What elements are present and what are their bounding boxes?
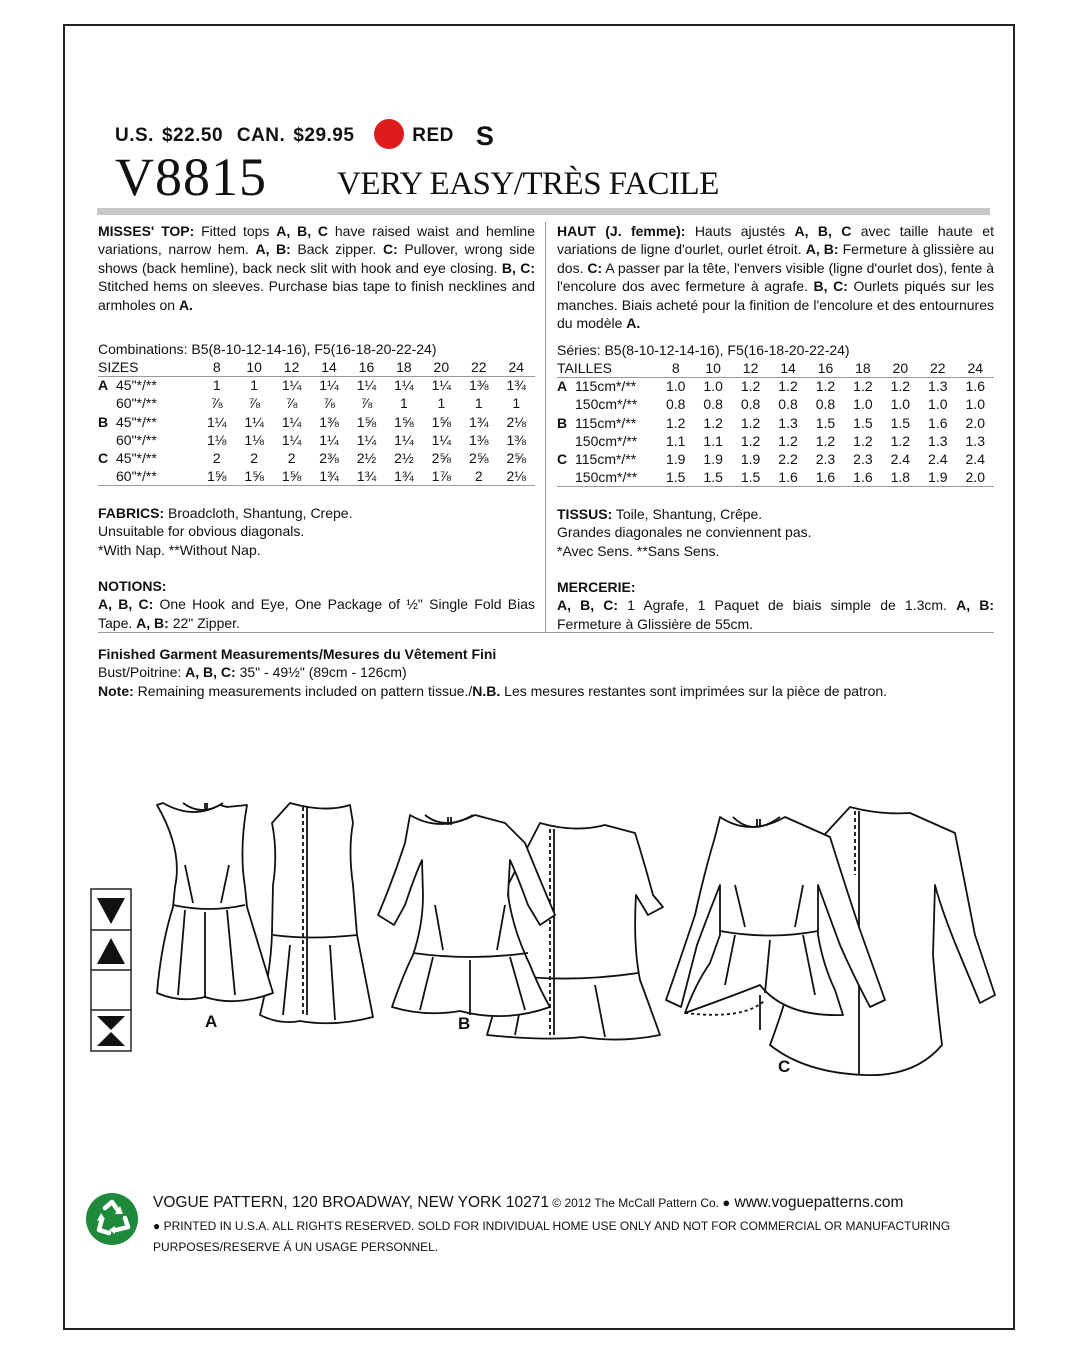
size-header: 10 — [705, 360, 721, 376]
yardage-cell: 2 — [474, 468, 483, 485]
yardage-cell: 2.0 — [965, 414, 985, 431]
yardage-cell: 1⅝ — [394, 413, 414, 430]
size-header: 18 — [396, 359, 412, 375]
en-fabrics-label: FABRICS: — [98, 505, 165, 521]
yardage-cell: 1.2 — [665, 414, 686, 431]
yardage-cell: 2.3 — [853, 451, 873, 468]
width-cell: 45"*/** — [116, 377, 157, 394]
view-cell: A — [98, 377, 109, 394]
table-row — [98, 431, 535, 449]
size-header: 14 — [321, 359, 337, 375]
yardage-cell: 1.8 — [890, 469, 911, 486]
size-header: 16 — [817, 360, 834, 376]
size-header: 8 — [671, 360, 680, 376]
fr-desc-views: B, C: — [813, 278, 848, 295]
view-a-back — [260, 803, 373, 1023]
yardage-cell: 2.0 — [965, 469, 985, 486]
yardage-cell: 1 — [250, 377, 259, 394]
table-row — [557, 395, 994, 413]
width-cell: 150cm*/** — [575, 396, 638, 413]
fr-desc-views: C: — [587, 259, 603, 276]
width-cell: 60"*/** — [116, 468, 157, 485]
footer-bullet: ● — [722, 1195, 731, 1210]
size-header: 12 — [742, 360, 759, 376]
yardage-cell: 1.2 — [740, 432, 761, 449]
view-a-label: A — [205, 1012, 218, 1031]
table-row — [98, 449, 535, 467]
footer-website[interactable]: www.voguepatterns.com — [730, 1194, 904, 1211]
sizes-label: TAILLES — [557, 360, 612, 376]
en-yardage-table — [98, 358, 535, 485]
table-row — [557, 414, 994, 432]
yardage-cell: 1¼ — [281, 377, 302, 394]
yardage-cell: 2.4 — [890, 451, 911, 468]
fr-yardage-table — [557, 359, 994, 486]
pattern-number: V8815 — [115, 147, 267, 207]
yardage-cell: 0.8 — [815, 396, 836, 413]
yardage-cell: ⅞ — [285, 395, 298, 412]
size-header: 16 — [358, 359, 375, 375]
size-header: 20 — [892, 360, 909, 376]
size-header: 22 — [470, 359, 487, 375]
en-combinations: Combinations: B5(8-10-12-14-16), F5(16-18-20-22-24) — [98, 341, 437, 357]
yardage-cell: 0.8 — [740, 396, 761, 413]
yardage-cell: 1 — [474, 395, 483, 412]
sizes-label: SIZES — [98, 359, 139, 375]
bust-views: A, B, C: — [185, 664, 236, 681]
fr-notions — [557, 578, 994, 633]
en-notions-views: A, B, C: — [98, 596, 154, 613]
garment-illustrations — [85, 745, 1005, 1095]
size-letter: S — [475, 121, 495, 151]
en-desc-label: MISSES' TOP: — [98, 223, 195, 239]
yardage-cell: 1¼ — [319, 431, 339, 448]
yardage-cell: 1 — [212, 377, 221, 394]
en-notions-label: NOTIONS: — [98, 578, 167, 594]
yardage-cell: 1.2 — [853, 432, 873, 449]
fr-combinations: Séries: B5(8-10-12-14-16), F5(16-18-20-22-24) — [557, 342, 850, 358]
yardage-cell: 1.6 — [928, 414, 948, 431]
fr-fabrics-text: Toile, Shantung, Crêpe. — [612, 506, 763, 522]
yardage-cell: 1¼ — [319, 377, 339, 394]
fr-notions-label: MERCERIE: — [557, 579, 636, 595]
yardage-cell: 1⅜ — [469, 431, 489, 448]
table-row — [98, 413, 535, 431]
yardage-cell: 1⅝ — [281, 468, 302, 485]
yardage-cell: 1.0 — [890, 396, 911, 413]
en-description — [98, 222, 535, 314]
view-cell: B — [557, 414, 568, 431]
view-cell — [98, 431, 116, 449]
yardage-cell: 1.9 — [928, 469, 948, 486]
table-header-row — [98, 358, 535, 376]
footer-address — [153, 1194, 903, 1212]
yardage-cell: 1.3 — [965, 432, 985, 449]
table-row — [557, 432, 994, 450]
yardage-cell: 0.8 — [703, 396, 723, 413]
us-price: $22.50 — [161, 125, 224, 146]
view-cell: C — [98, 450, 109, 467]
measurements-title: Finished Garment Measurements/Mesures du Vêtement Fini — [98, 646, 497, 662]
yardage-cell: 1.3 — [928, 432, 948, 449]
table-row — [98, 394, 535, 412]
fr-fabrics-note: Grandes diagonales ne conviennent pas. — [557, 524, 812, 541]
yardage-cell: 1.0 — [853, 396, 873, 413]
table-row — [557, 377, 994, 395]
size-header: 18 — [855, 360, 871, 376]
can-price: $29.95 — [293, 125, 355, 146]
en-desc-views: A, B: — [255, 241, 291, 258]
yardage-cell: 1.2 — [853, 378, 873, 395]
yardage-cell: 1.9 — [740, 451, 761, 468]
footer-copyright: © 2012 The McCall Pattern Co. — [548, 1196, 723, 1210]
size-header: 24 — [967, 360, 984, 376]
yardage-cell: 1.9 — [703, 451, 723, 468]
us-label: U.S. — [115, 125, 154, 146]
fr-desc-text: Hauts ajustés — [685, 223, 795, 239]
bust-value: 35" - 49½" (89cm - 126cm) — [235, 664, 407, 681]
size-header: 8 — [212, 359, 221, 375]
width-cell: 45"*/** — [116, 413, 157, 430]
en-fabrics-text: Broadcloth, Shantung, Crepe. — [164, 505, 353, 521]
yardage-cell: ⅞ — [323, 395, 335, 412]
yardage-cell: 1.2 — [890, 432, 911, 449]
view-cell: C — [557, 451, 568, 468]
fr-notions-text: Fermeture à Glissière de 55cm. — [557, 615, 754, 632]
yardage-cell: 1.5 — [703, 469, 723, 486]
en-desc-views: B, C: — [501, 259, 535, 276]
fr-desc-text: avec taille haute et variations de ligne d'ourlet, ourlet étroit. — [557, 223, 994, 258]
yardage-cell: 1.6 — [815, 469, 836, 486]
yardage-cell: 1.2 — [740, 378, 761, 395]
note-label: Note: — [98, 682, 134, 699]
table-row — [557, 468, 994, 486]
en-notions-text: 22" Zipper. — [168, 614, 240, 631]
yardage-cell: 1.9 — [665, 451, 686, 468]
yardage-cell: 1.1 — [665, 432, 686, 449]
nb-text: Les mesures restantes sont imprimées sur la pièce de patron. — [500, 682, 888, 699]
yardage-cell: 1⅝ — [206, 468, 227, 485]
yardage-cell: 1.0 — [965, 396, 985, 413]
yardage-cell: 2⅝ — [431, 450, 452, 467]
en-notions-views: A, B: — [136, 614, 169, 631]
width-cell: 115cm*/** — [575, 451, 637, 468]
yardage-cell: 1¼ — [431, 431, 452, 448]
yardage-cell: 1¼ — [281, 413, 302, 430]
yardage-cell: 1 — [512, 395, 521, 412]
en-desc-views: A. — [178, 296, 193, 313]
width-cell: 115cm*/** — [575, 378, 637, 395]
yardage-cell: ⅞ — [210, 395, 223, 412]
yardage-cell: 1.5 — [853, 414, 873, 431]
yardage-cell: 1.5 — [890, 414, 911, 431]
yardage-cell: 1¾ — [319, 468, 339, 485]
yardage-cell: 2⅝ — [469, 450, 489, 467]
fine-print-text: PRINTED IN U.S.A. ALL RIGHTS RESERVED. SOLD FOR INDIVIDUAL HOME USE ONLY AND NOT FOR COMMERCIAL OR MANUFACTURING PURPOSES/RESERVE Á UN USAGE PERSONNEL. — [153, 1219, 951, 1254]
yardage-cell: 1⅜ — [319, 413, 339, 430]
yardage-cell: ⅞ — [360, 395, 373, 412]
yardage-cell: 1.0 — [665, 378, 686, 395]
yardage-cell: 2.3 — [815, 451, 836, 468]
en-notions-text: One Hook and Eye, One Package of ½" Single Fold Bias Tape. — [98, 596, 535, 631]
yardage-cell: 1¾ — [394, 468, 414, 485]
en-desc-views: A, B, C — [276, 223, 329, 239]
yardage-cell: 1.6 — [778, 469, 798, 486]
yardage-cell: 1.1 — [703, 432, 723, 449]
yardage-cell: 1.0 — [928, 396, 948, 413]
yardage-cell: 1⅜ — [506, 431, 526, 448]
width-cell: 115cm*/** — [575, 414, 637, 431]
fr-desc-text: A passer par la tête, l'envers visible (ligne d'ourlet dos), fente à l'encolure dos avec fermeture à agrafe. — [557, 259, 995, 295]
view-cell — [557, 432, 575, 450]
yardage-cell: 1.6 — [853, 469, 873, 486]
yardage-cell: 2⅜ — [319, 450, 339, 467]
yardage-cell: 1⅞ — [431, 468, 452, 485]
yardage-cell: 1¼ — [431, 377, 452, 394]
fr-fabrics-label: TISSUS: — [557, 506, 613, 522]
yardage-cell: 1⅝ — [356, 413, 377, 430]
yardage-cell: 1¼ — [206, 413, 227, 430]
fr-notions-text: 1 Agrafe, 1 Paquet de biais simple de 1.3cm. — [618, 597, 957, 614]
view-a-front — [157, 803, 273, 1001]
yardage-cell: 1¼ — [394, 377, 414, 394]
fr-desc-views: A. — [626, 315, 641, 332]
column-divider — [545, 222, 546, 632]
yardage-cell: 1¾ — [469, 413, 489, 430]
view-cell — [98, 467, 116, 485]
en-desc-text: Back zipper. — [290, 241, 383, 258]
yardage-cell: 1.5 — [740, 469, 761, 486]
en-desc-text: have raised waist and hemline variations, narrow hem. — [98, 223, 535, 258]
yardage-cell: 0.8 — [665, 396, 686, 413]
yardage-cell: 2.4 — [928, 451, 948, 468]
size-header: 22 — [929, 360, 946, 376]
size-header: 10 — [246, 359, 262, 375]
yardage-cell: 1¾ — [356, 468, 377, 485]
yardage-cell: 1¾ — [506, 377, 526, 394]
fr-table-rule — [557, 377, 994, 378]
yardage-cell: 1⅝ — [431, 413, 452, 430]
yardage-cell: 2⅛ — [506, 413, 526, 430]
fr-nap-note: *Avec Sens. **Sans Sens. — [557, 542, 720, 559]
en-desc-text: Stitched hems on sleeves. Purchase bias tape to finish necklines and armholes on — [98, 278, 535, 313]
fr-desc-text: Ourlets piqués sur les manches. Biais acheté pour la finition de l'encolure et des entournures du modèle — [557, 278, 994, 332]
view-cell: B — [98, 413, 109, 430]
en-notions — [98, 577, 535, 632]
footer-fine-print — [153, 1216, 1003, 1258]
view-cell — [98, 394, 116, 412]
color-label: RED — [412, 125, 454, 146]
yardage-cell: 1.5 — [665, 469, 686, 486]
width-cell: 60"*/** — [116, 431, 157, 448]
width-cell: 45"*/** — [116, 450, 157, 467]
yardage-cell: 2½ — [356, 450, 377, 467]
en-table-rule — [98, 376, 535, 377]
size-header: 14 — [780, 360, 796, 376]
yardage-cell: 1.2 — [778, 432, 798, 449]
yardage-cell: 1.5 — [815, 414, 836, 431]
size-header: 12 — [283, 359, 300, 375]
yardage-cell: 1¼ — [281, 431, 302, 448]
yardage-cell: ⅞ — [248, 395, 260, 412]
table-row — [98, 376, 535, 394]
yardage-cell: 1.2 — [890, 378, 911, 395]
fine-bullet: ● — [153, 1219, 161, 1233]
yardage-cell: 1.3 — [778, 414, 798, 431]
bust-label: Bust/Poitrine: — [98, 664, 186, 681]
yardage-cell: 1.0 — [703, 378, 723, 395]
en-yardage-table-wrap — [98, 358, 535, 485]
yardage-cell: 1.2 — [815, 378, 836, 395]
fr-desc-label: HAUT (J. femme): — [557, 223, 686, 239]
fr-desc-views: A, B, C — [794, 223, 852, 239]
yardage-cell: 1.3 — [928, 378, 948, 395]
table-header-row — [557, 359, 994, 377]
fr-desc-views: A, B: — [805, 241, 839, 258]
yardage-cell: 1¼ — [394, 431, 414, 448]
yardage-cell: 2 — [287, 450, 296, 467]
can-label: CAN. — [236, 125, 286, 146]
yardage-cell: 1⅜ — [469, 377, 489, 394]
fr-notions-views: A, B: — [956, 597, 994, 614]
yardage-cell: 1⅝ — [244, 468, 264, 485]
fr-table-bottom-rule — [557, 486, 994, 487]
yardage-cell: 1.2 — [815, 432, 836, 449]
fr-notions-views: A, B, C: — [557, 597, 619, 614]
width-cell: 150cm*/** — [575, 432, 638, 449]
difficulty-label: VERY EASY/TRÈS FACILE — [337, 166, 719, 202]
header-rule — [97, 208, 990, 215]
view-cell: A — [557, 378, 568, 395]
yardage-cell: 1.2 — [703, 414, 723, 431]
table-row — [557, 450, 994, 468]
yardage-cell: 2.4 — [965, 451, 985, 468]
yardage-cell: 1¼ — [356, 377, 377, 394]
yardage-cell: 1¼ — [244, 413, 264, 430]
yardage-cell: 1.2 — [740, 414, 761, 431]
recycle-icon — [85, 1192, 139, 1246]
red-dot-icon — [374, 119, 404, 149]
yardage-cell: 2 — [212, 450, 221, 467]
size-header: 24 — [508, 359, 525, 375]
view-cell — [557, 395, 575, 413]
yardage-cell: 1 — [437, 395, 446, 412]
section-rule — [98, 632, 994, 633]
en-table-bottom-rule — [98, 485, 535, 486]
en-desc-text: Pullover, wrong side shows (back hemline), back neck slit with hook and eye closing. — [98, 241, 535, 276]
width-cell: 60"*/** — [116, 395, 157, 412]
fr-fabrics — [557, 505, 994, 560]
en-fabrics-note: Unsuitable for obvious diagonals. — [98, 523, 305, 540]
nb-label: N.B. — [472, 682, 501, 699]
en-desc-views: C: — [382, 241, 398, 258]
fr-desc-text: Fermeture à glissière au dos. — [557, 241, 995, 276]
note-text: Remaining measurements included on pattern tissue./ — [133, 682, 473, 699]
finished-measurements — [98, 645, 998, 700]
yardage-cell: 2½ — [394, 450, 414, 467]
yardage-cell: 2.2 — [778, 451, 798, 468]
yardage-cell: 1¼ — [356, 431, 377, 448]
yardage-cell: 2⅛ — [506, 468, 526, 485]
price-line — [115, 117, 502, 151]
en-desc-text: Fitted tops — [194, 223, 277, 239]
yardage-cell: 2⅝ — [506, 450, 526, 467]
footer-company: VOGUE PATTERN, 120 BROADWAY, NEW YORK 10271 — [153, 1194, 549, 1211]
view-cell — [557, 468, 575, 486]
yardage-cell: 0.8 — [778, 396, 798, 413]
table-row — [98, 467, 535, 485]
yardage-cell: 1.6 — [965, 378, 985, 395]
en-nap-note: *With Nap. **Without Nap. — [98, 541, 261, 558]
view-b-label: B — [458, 1014, 471, 1033]
yardage-cell: 1⅛ — [206, 431, 227, 448]
yardage-cell: 2 — [250, 450, 259, 467]
yardage-cell: 1⅛ — [244, 431, 264, 448]
size-header: 20 — [433, 359, 450, 375]
view-c-label: C — [778, 1057, 791, 1076]
yardage-cell: 1 — [400, 395, 408, 412]
yardage-cell: 1.2 — [778, 378, 798, 395]
fr-yardage-table-wrap — [557, 359, 994, 486]
en-fabrics — [98, 504, 535, 559]
width-cell: 150cm*/** — [575, 469, 638, 486]
fr-description — [557, 222, 994, 332]
